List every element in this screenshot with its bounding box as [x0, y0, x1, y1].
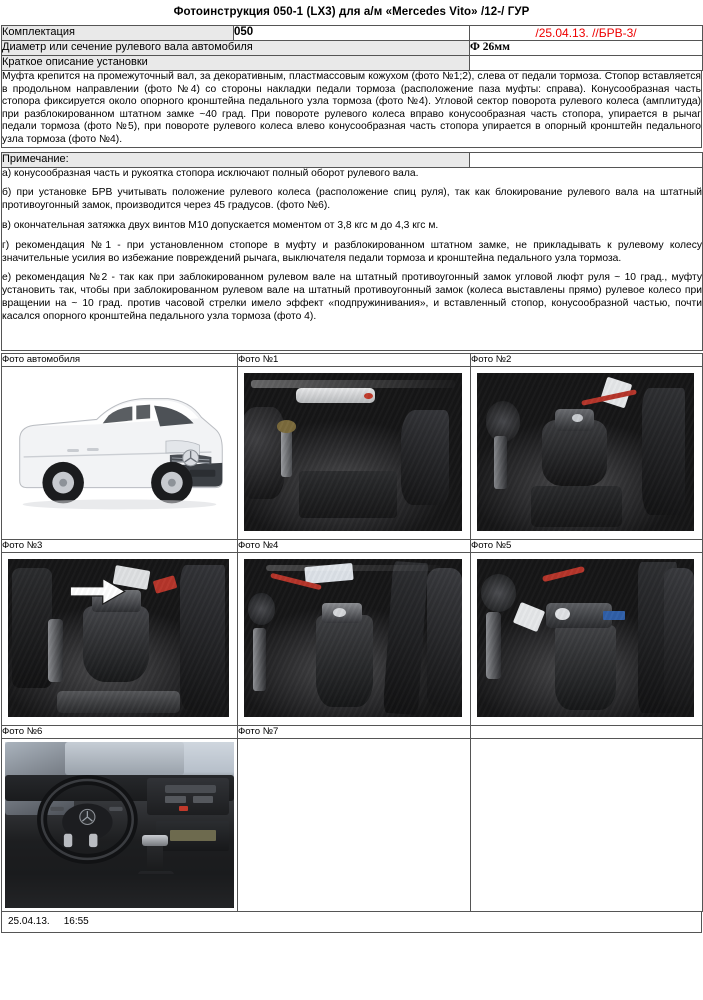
- note-item-v: в) окончательная затяжка двух винтов М10 допускается моментом от 3,8 кгс м до 4,3 кгс м.: [2, 219, 439, 231]
- engine-bay-photo: [8, 559, 229, 717]
- caption-photo-1: Фото №1: [238, 353, 471, 366]
- photo-caption-row: [2, 353, 703, 366]
- van-illustration: [5, 370, 234, 536]
- note-item-a: а) конусообразная часть и рукоятка стопора исключают полный оборот рулевого вала.: [2, 167, 419, 179]
- description-table: [1, 70, 702, 148]
- table-row: [2, 71, 702, 148]
- photo-row: [2, 552, 703, 725]
- notes-header: Примечание:: [2, 152, 470, 167]
- photo-grid: [1, 353, 703, 912]
- van-photo: [5, 370, 234, 536]
- spec-value-diameter: Ф 26мм: [470, 41, 703, 56]
- photo-cell-blank: [471, 738, 703, 911]
- photo-4-image: [244, 559, 462, 717]
- note-item-e: е) рекомендация №2 - так как при заблокированном рулевом вале на штатный противоугонный замок угловой люфт руля ~ 10 град., муфту установить так, чтобы при заблокированном рулевом вале на штатный противоугонный замок (колеса выставлены прямо) рулевое колесо при вращении на ~ 10 град. против часовой стрелки имело эффект «подпружинивания», и вставленный стопор, конусообразной частью, почти касался опорного кронштейна педального узла тормоза (фото 4).: [2, 272, 702, 322]
- photo-6-image: [5, 742, 234, 908]
- engine-bay-photo: [244, 373, 462, 531]
- photo-row: [2, 366, 703, 539]
- engine-bay-photo: [244, 559, 462, 717]
- engine-bay-photo: [477, 373, 694, 531]
- photo-cell-7: [238, 738, 471, 911]
- description-block: [2, 71, 702, 148]
- spec-value-opisanie: [470, 56, 703, 71]
- notes-header-spacer: [470, 152, 703, 167]
- stamp-badge: /25.04.13. //БРВ-3/: [470, 26, 703, 41]
- notes-body: [2, 167, 703, 350]
- photo-2-image: [477, 373, 694, 531]
- caption-photo-7: Фото №7: [238, 725, 471, 738]
- photo-5-image: [477, 559, 694, 717]
- caption-photo-5: Фото №5: [471, 539, 703, 552]
- spec-label-opisanie: Краткое описание установки: [2, 56, 470, 71]
- photo-cell-vehicle: [2, 366, 238, 539]
- callout-arrow-icon: [65, 574, 131, 609]
- spec-value-komplektaciya: 050: [234, 26, 470, 41]
- spec-table: [1, 25, 703, 71]
- engine-bay-photo: [477, 559, 694, 717]
- photo-caption-row: [2, 725, 703, 738]
- caption-blank: [471, 725, 703, 738]
- caption-photo-2: Фото №2: [471, 353, 703, 366]
- interior-dashboard-photo: [5, 742, 234, 908]
- footer-time: 16:55: [63, 915, 89, 927]
- table-row: [2, 167, 703, 350]
- photo-cell-2: [471, 366, 703, 539]
- photo-1-image: [244, 373, 462, 531]
- footer-date: 25.04.13.: [8, 915, 50, 927]
- photo-caption-row: [2, 539, 703, 552]
- photo-3-image: [8, 559, 229, 717]
- photo-cell-6: [2, 738, 238, 911]
- notes-table: [1, 152, 703, 351]
- spec-label-diameter: Диаметр или сечение рулевого вала автомобиля: [2, 41, 470, 56]
- spec-label-komplektaciya: Комплектация: [2, 26, 234, 41]
- description-text: Муфта крепится на промежуточный вал, за декоративным, пластмассовым кожухом (фото №1;2), слева от педали тормоза. Стопор вставляется в продольном направлении (фото №4) со стороны накладки педали тормоза (расположение паза муфты: справа). Конусообразная часть стопора фиксируется около опорного кронштейна педального узла тормоза (фото №4). Угловой сектор поворота рулевого колеса (амплитуда) при разблокированном штатном замке ~40 град. При повороте рулевого колеса вправо конусообразная часть стопора, упирается в рычаг педали тормоза (фото №5), при повороте рулевого колеса влево конусообразная часть стопора упирается в опорный кронштейн педального узла тормоза (фото №4).: [2, 71, 701, 145]
- caption-photo-3: Фото №3: [2, 539, 238, 552]
- table-row: [2, 41, 703, 56]
- note-item-b: б) при установке БРВ учитывать положение рулевого колеса (расположение спиц руля), так как блокирование рулевого вала на штатный противоугонный замок, производится через 45 градусов. (фото №6).: [2, 187, 702, 212]
- caption-photo-4: Фото №4: [238, 539, 471, 552]
- table-row: [2, 152, 703, 167]
- note-item-g: г) рекомендация №1 - при установленном стопоре в муфту и разблокированном штатном замке, не прикладывать к рулевому колесу значительные усилия во избежание повреждений рычага, выключателя педали тормоза и кронштейна педального узла тормоза.: [2, 239, 702, 264]
- photo-cell-3: [2, 552, 238, 725]
- steering-wheel-icon: [37, 768, 138, 871]
- photo-cell-1: [238, 366, 471, 539]
- caption-vehicle: Фото автомобиля: [2, 353, 238, 366]
- photo-vehicle-image: [5, 370, 234, 536]
- page-title: Фотоинструкция 050-1 (LX3) для а/м «Mercedes Vito» /12-/ ГУР: [173, 6, 530, 18]
- photo-cell-4: [238, 552, 471, 725]
- table-row: [2, 56, 703, 71]
- footer-bar: [1, 912, 702, 933]
- caption-photo-6: Фото №6: [2, 725, 238, 738]
- table-row: [2, 26, 703, 41]
- photo-row: [2, 738, 703, 911]
- photo-cell-5: [471, 552, 703, 725]
